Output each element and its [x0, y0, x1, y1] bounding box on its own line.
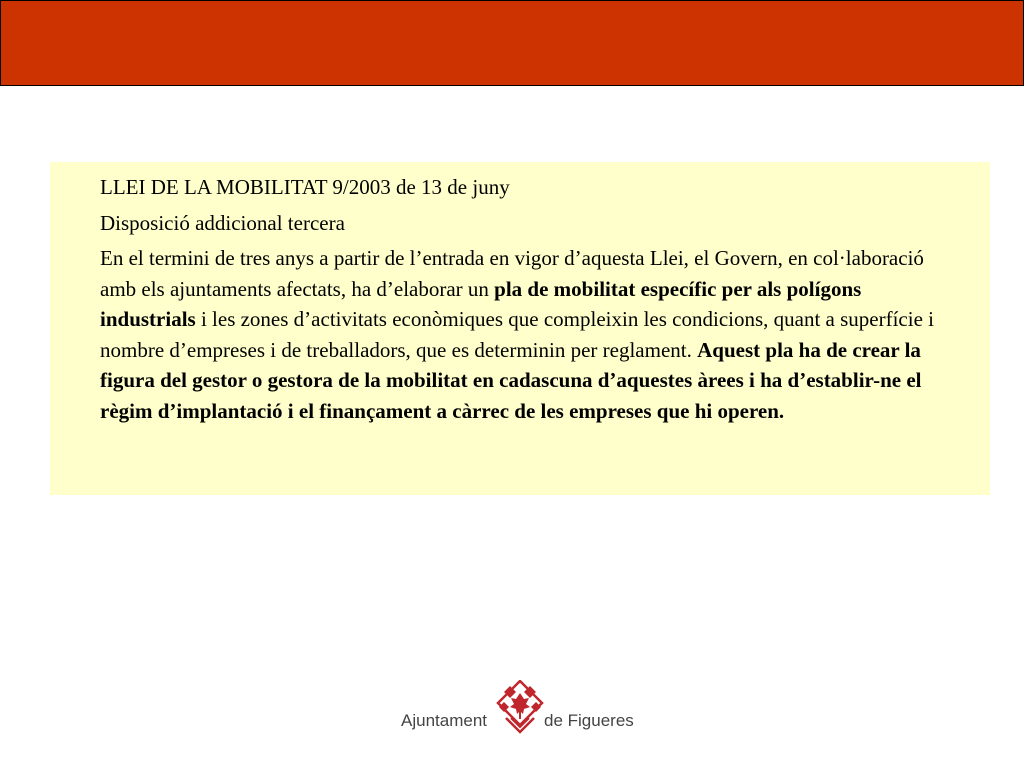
figueres-crest-icon — [496, 680, 544, 736]
body-bold-2: Aquest pla ha de crear la figura del gestor o gestora de la mobilitat en cadascuna d’aquestes àrees i ha d’establir-ne el règim d’implantació i el finançament a càrrec de les empreses que hi operen. — [100, 337, 922, 423]
footer-logo — [0, 680, 1024, 752]
provision-title: Disposició addicional tercera — [100, 210, 345, 235]
body-text-2: i les zones d’activitats econòmiques que compleixin les condicions, quant a superfície i nombre d’empreses i de treballadors, que es determinin per reglament. — [100, 307, 934, 362]
logo-text-ajuntament: Ajuntament — [401, 711, 487, 730]
law-text-box — [50, 162, 990, 495]
law-title: LLEI DE LA MOBILITAT 9/2003 de 13 de juny — [100, 175, 510, 199]
body-text-1: En el termini de tres anys a partir de l’entrada en vigor d’aquesta Llei, el Govern, en col·laboració amb els ajuntaments afectats, ha d’elaborar un — [100, 246, 924, 301]
logo-text-figueres: de Figueres — [544, 711, 634, 730]
body-bold-1: pla de mobilitat específic per als polígons industrials — [100, 276, 862, 331]
provision-body — [100, 243, 962, 426]
header-bar — [0, 0, 1024, 86]
